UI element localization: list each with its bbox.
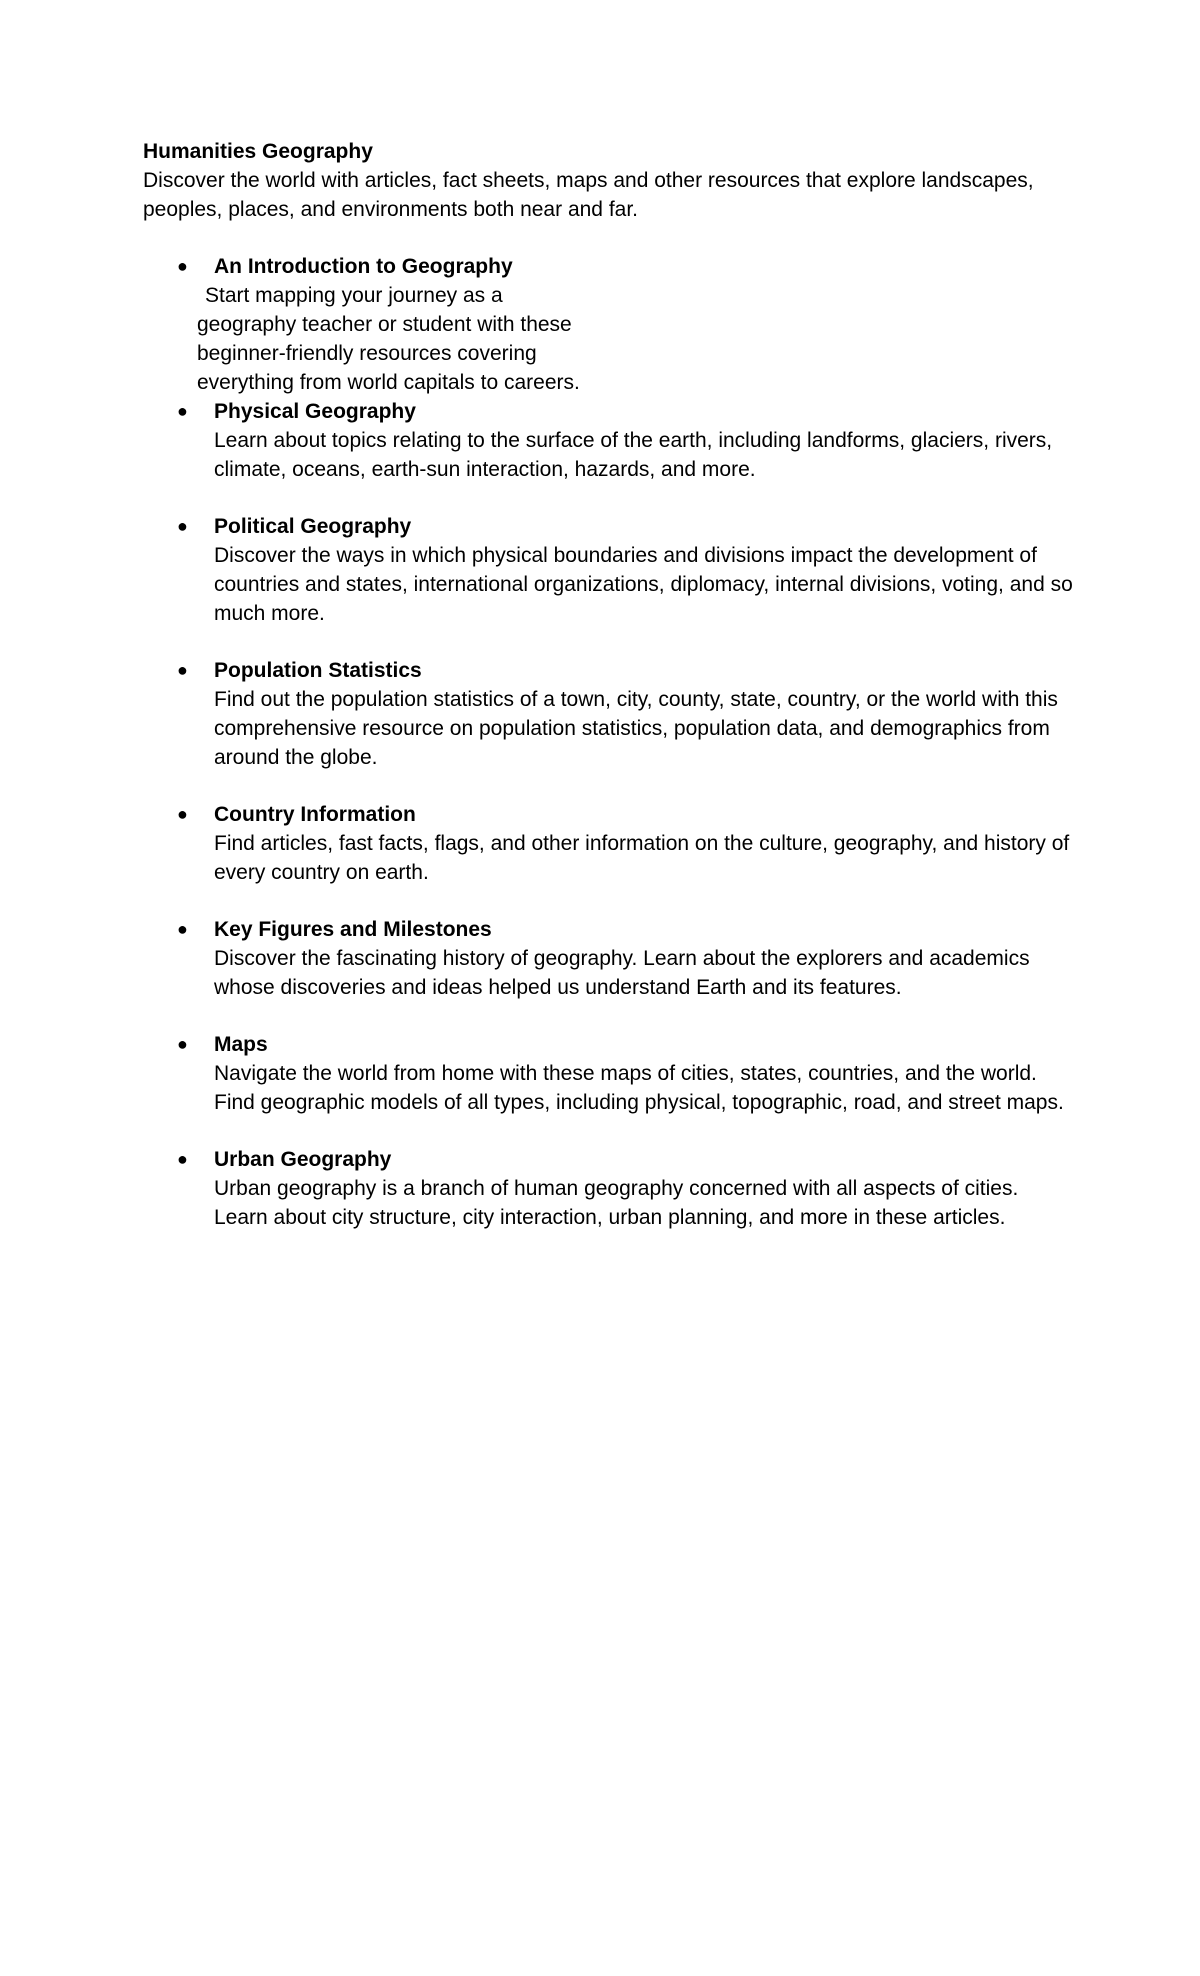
item-description: Discover the ways in which physical boundaries and divisions impact the development of countries and states, international organizations, diplomacy, internal divisions, voting, and so much more. — [214, 544, 1073, 625]
item-description: Navigate the world from home with these maps of cities, states, countries, and the world. Find geographic models of all types, including physical, topographic, road, and street maps. — [214, 1062, 1064, 1114]
item-description: Find articles, fast facts, flags, and other information on the culture, geography, and history of every country on earth. — [214, 832, 1070, 884]
item-description: Start mapping your journey as a geography teacher or student with these beginner-friendly resources covering everything from world capitals to careers. — [197, 284, 580, 394]
document-title: Humanities Geography — [143, 140, 373, 163]
list-item-physical-geography — [143, 397, 1073, 484]
item-description: Urban geography is a branch of human geography concerned with all aspects of cities. Learn about city structure, city interaction, urban planning, and more in these articles. — [214, 1177, 1019, 1229]
item-title: Population Statistics — [214, 659, 422, 682]
item-title: Physical Geography — [214, 400, 416, 423]
bullet-icon: ● — [177, 401, 188, 421]
bullet-icon: ● — [177, 1034, 188, 1054]
item-title: Political Geography — [214, 515, 412, 538]
list-item-key-figures — [143, 915, 1073, 1002]
item-description: Learn about topics relating to the surface of the earth, including landforms, glaciers, rivers, climate, oceans, earth-sun interaction, hazards, and more. — [214, 429, 1053, 481]
item-title: An Introduction to Geography — [214, 255, 513, 278]
list-item-introduction — [143, 252, 1073, 397]
list-item-population-statistics — [143, 656, 1073, 772]
list-item-political-geography — [143, 512, 1073, 628]
item-description: Find out the population statistics of a town, city, county, state, country, or the world with this comprehensive resource on population statistics, population data, and demographics from around the globe. — [214, 688, 1058, 769]
item-title: Country Information — [214, 803, 416, 826]
bullet-icon: ● — [177, 516, 188, 536]
list-item-maps — [143, 1030, 1073, 1117]
bullet-icon: ● — [177, 256, 188, 276]
item-title: Urban Geography — [214, 1148, 392, 1171]
resource-list — [143, 252, 1073, 1232]
bullet-icon: ● — [177, 1149, 188, 1169]
bullet-icon: ● — [177, 660, 188, 680]
document-page — [143, 137, 1073, 1260]
list-item-urban-geography — [143, 1145, 1073, 1232]
item-description: Discover the fascinating history of geography. Learn about the explorers and academics whose discoveries and ideas helped us understand Earth and its features. — [214, 947, 1030, 999]
item-title: Key Figures and Milestones — [214, 918, 492, 941]
item-title: Maps — [214, 1033, 268, 1056]
document-intro: Discover the world with articles, fact sheets, maps and other resources that explore landscapes, peoples, places, and environments both near and far. — [143, 169, 1034, 221]
bullet-icon: ● — [177, 804, 188, 824]
bullet-icon: ● — [177, 919, 188, 939]
list-item-country-information — [143, 800, 1073, 887]
